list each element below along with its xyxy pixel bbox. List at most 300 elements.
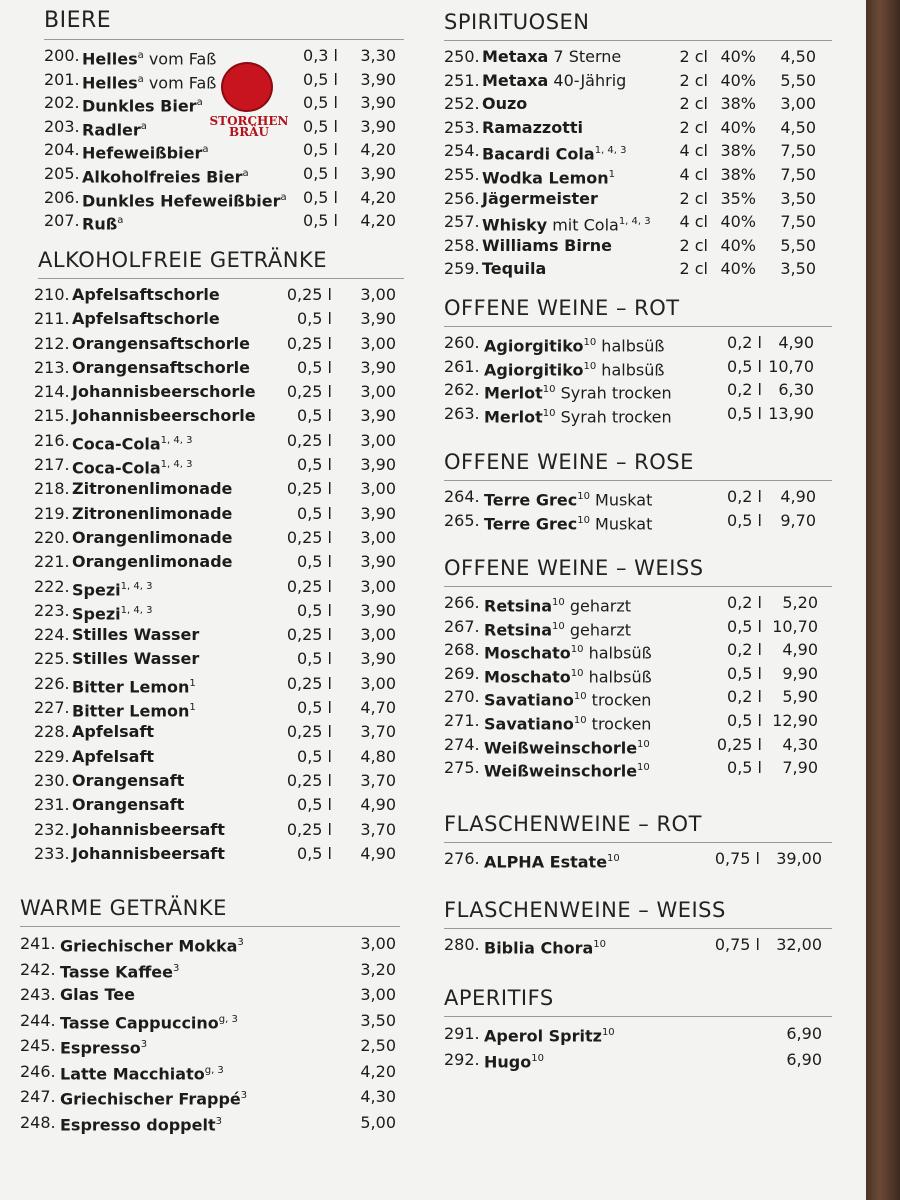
allergen-note: 10 xyxy=(573,714,587,726)
item-number: 252. xyxy=(444,94,480,114)
item-number: 253. xyxy=(444,117,480,137)
item-name-text: Wodka Lemon xyxy=(482,168,609,188)
item-list xyxy=(444,331,832,425)
item-quantity: 0,25 l xyxy=(716,734,762,754)
item-quantity: 0,5 l xyxy=(727,403,762,423)
menu-item-row xyxy=(34,453,404,478)
item-list xyxy=(444,591,832,780)
item-number: 270. xyxy=(444,687,480,707)
item-name xyxy=(72,550,233,574)
item-name-text: Johannisbeersaft xyxy=(72,843,225,863)
allergen-note: 1, 4, 3 xyxy=(160,459,193,471)
item-name-text: Apfelsaftschorle xyxy=(72,285,220,304)
item-quantity: 0,25 l xyxy=(286,770,332,790)
item-name xyxy=(482,69,626,93)
menu-item-row xyxy=(444,615,832,639)
item-price: 3,20 xyxy=(360,959,396,979)
allergen-note: 1, 4, 3 xyxy=(120,580,153,592)
item-quantity: 0,5 l xyxy=(727,710,762,730)
item-price: 9,90 xyxy=(782,663,818,683)
item-quantity: 0,75 l xyxy=(714,935,760,954)
item-number: 227. xyxy=(34,698,70,718)
item-name-text: Orangensaftschorle xyxy=(72,357,250,377)
menu-item-row xyxy=(34,502,404,526)
item-number: 275. xyxy=(444,758,480,778)
item-price: 3,50 xyxy=(780,259,816,279)
section-title: APERITIFS xyxy=(444,986,832,1017)
allergen-note: 10 xyxy=(607,853,620,864)
item-name xyxy=(484,847,620,874)
item-name xyxy=(60,1059,224,1087)
section-title: SPIRITUOSEN xyxy=(444,10,832,41)
item-name-text: Tequila xyxy=(482,259,547,279)
item-alcohol-percent: 40% xyxy=(720,47,756,66)
item-name xyxy=(72,283,220,307)
item-quantity: 0,25 l xyxy=(286,527,332,547)
item-name xyxy=(60,1033,147,1061)
item-quantity: 0,25 l xyxy=(286,382,332,402)
item-name-text: Glas Tee xyxy=(60,985,135,1004)
menu-item-row xyxy=(20,1033,400,1059)
allergen-note: 10 xyxy=(531,1052,544,1064)
item-name-text: Spezi xyxy=(72,604,121,624)
item-name-text: Merlot xyxy=(484,383,543,403)
item-price: 39,00 xyxy=(776,849,822,868)
item-name xyxy=(484,509,652,536)
item-price: 3,00 xyxy=(360,985,396,1004)
item-price: 3,00 xyxy=(360,333,396,353)
item-price: 32,00 xyxy=(776,935,822,954)
item-quantity: 0,2 l xyxy=(727,640,762,660)
menu-item-row xyxy=(444,756,832,780)
item-price: 7,50 xyxy=(780,212,816,232)
item-price: 13,90 xyxy=(768,403,814,423)
item-description: Muskat xyxy=(589,513,653,533)
section-aperitifs xyxy=(444,986,832,1072)
item-description: Syrah trocken xyxy=(555,383,672,403)
item-number: 246. xyxy=(20,1061,56,1081)
item-number: 223. xyxy=(34,600,70,620)
item-price: 3,00 xyxy=(360,479,396,499)
menu-item-row xyxy=(444,662,832,686)
item-price: 4,70 xyxy=(360,698,396,718)
item-name-text: Ouzo xyxy=(482,94,528,114)
item-name xyxy=(72,623,199,647)
section-title: OFFENE WEINE – ROSE xyxy=(444,450,832,481)
item-quantity: 2 cl xyxy=(679,235,708,255)
item-quantity: 0,5 l xyxy=(727,356,762,376)
section-title: FLASCHENWEINE – WEISS xyxy=(444,898,832,929)
item-number: 202. xyxy=(44,93,80,113)
item-price: 4,20 xyxy=(360,211,396,231)
item-quantity: 0,5 l xyxy=(297,503,332,523)
item-name xyxy=(482,257,546,281)
item-name-text: Orangenlimonade xyxy=(72,552,233,572)
item-name-text: Griechischer Frappé xyxy=(60,1089,241,1109)
item-list xyxy=(444,45,832,281)
item-number: 226. xyxy=(34,673,70,693)
item-price: 3,00 xyxy=(360,576,396,596)
item-name xyxy=(72,720,154,744)
item-number: 258. xyxy=(444,235,480,255)
menu-item-row xyxy=(34,307,404,331)
item-price: 4,90 xyxy=(360,843,396,863)
item-quantity: 0,5 l xyxy=(297,746,332,766)
item-price: 12,90 xyxy=(772,710,818,730)
item-name-text: Apfelsaftschorle xyxy=(72,309,220,329)
menu-item-row xyxy=(20,931,400,957)
item-name-text: Tasse Cappuccino xyxy=(60,1012,219,1032)
item-number: 219. xyxy=(34,503,70,523)
item-name-text: Ramazzotti xyxy=(482,117,583,137)
menu-item-row xyxy=(34,526,404,550)
item-quantity: 0,3 l xyxy=(303,46,338,65)
item-name-text: Alkoholfreies Bier xyxy=(82,167,243,187)
item-name xyxy=(72,307,220,331)
menu-item-row xyxy=(444,847,832,871)
item-description: halbsüß xyxy=(583,667,652,687)
item-name-text: Aperol Spritz xyxy=(484,1026,602,1046)
section-offene-weine-weiss xyxy=(444,556,832,780)
section-offene-weine-rot xyxy=(444,296,832,425)
menu-item-row xyxy=(20,1084,400,1110)
item-name-text: Savatiano xyxy=(484,714,574,734)
menu-item-row xyxy=(444,116,832,140)
item-number: 247. xyxy=(20,1087,56,1106)
item-quantity: 2 cl xyxy=(679,259,708,279)
item-name-text: Espresso doppelt xyxy=(60,1114,216,1134)
allergen-note: 3 xyxy=(240,1090,248,1101)
item-quantity: 0,2 l xyxy=(727,380,762,400)
item-number: 231. xyxy=(34,795,70,815)
item-quantity: 4 cl xyxy=(679,141,708,161)
allergen-note: 3 xyxy=(237,937,244,948)
item-name-text: Jägermeister xyxy=(482,188,598,208)
item-price: 5,00 xyxy=(360,1112,396,1132)
item-number: 224. xyxy=(34,625,70,645)
allergen-note: 10 xyxy=(552,597,565,608)
item-name-text: Ruß xyxy=(82,214,118,234)
item-number: 206. xyxy=(44,187,80,207)
item-number: 220. xyxy=(34,527,70,547)
item-price: 2,50 xyxy=(360,1036,396,1055)
item-description: geharzt xyxy=(564,596,632,616)
allergen-note: a xyxy=(140,120,147,132)
item-name xyxy=(72,356,250,380)
menu-item-row xyxy=(34,575,404,599)
item-name-text: Metaxa xyxy=(482,70,549,90)
allergen-note: 10 xyxy=(573,691,587,703)
item-quantity: 0,5 l xyxy=(297,698,332,718)
item-number: 250. xyxy=(444,47,480,66)
allergen-note: g, 3 xyxy=(218,1013,238,1025)
item-number: 221. xyxy=(34,552,70,572)
item-number: 207. xyxy=(44,211,80,231)
allergen-note: 1 xyxy=(189,702,196,714)
menu-item-row xyxy=(34,720,404,744)
item-price: 3,90 xyxy=(360,357,396,377)
item-name-text: Terre Grec xyxy=(484,513,578,533)
menu-item-row xyxy=(444,591,832,615)
item-description: Muskat xyxy=(589,490,653,510)
section-flaschenweine-weiss xyxy=(444,898,832,957)
item-price: 5,50 xyxy=(780,235,816,255)
item-quantity: 0,25 l xyxy=(286,430,332,450)
item-name xyxy=(482,116,583,140)
item-alcohol-percent: 38% xyxy=(720,94,756,114)
item-price: 3,00 xyxy=(360,673,396,693)
item-name-text: Griechischer Mokka xyxy=(60,936,238,956)
allergen-note: 10 xyxy=(542,407,556,419)
item-name-text: Agiorgitiko xyxy=(484,359,584,379)
item-number: 261. xyxy=(444,356,480,376)
item-description: halbsüß xyxy=(596,359,665,379)
item-quantity: 0,25 l xyxy=(286,285,332,304)
menu-item-row xyxy=(444,685,832,709)
item-price: 7,50 xyxy=(780,141,816,161)
item-name xyxy=(482,45,621,69)
item-name xyxy=(60,957,179,985)
item-price: 3,90 xyxy=(360,163,396,183)
logo-text: STORCHEN BRÄU xyxy=(209,114,289,139)
item-price: 3,90 xyxy=(360,552,396,572)
menu-item-row xyxy=(34,672,404,697)
item-name-text: Stilles Wasser xyxy=(72,625,200,645)
item-number: 276. xyxy=(444,849,480,868)
wooden-table-edge xyxy=(866,0,900,1200)
item-quantity: 0,5 l xyxy=(297,649,332,669)
item-price: 10,70 xyxy=(772,616,818,636)
item-price: 3,00 xyxy=(780,94,816,114)
item-quantity: 0,5 l xyxy=(727,616,762,636)
item-price: 4,80 xyxy=(360,746,396,766)
item-alcohol-percent: 35% xyxy=(720,188,756,208)
menu-item-row xyxy=(444,163,832,187)
item-name-text: Savatiano xyxy=(484,690,574,710)
item-price: 4,20 xyxy=(360,187,396,207)
allergen-note: a xyxy=(117,215,124,227)
stork-badge-icon xyxy=(221,62,273,112)
item-number: 230. xyxy=(34,770,70,790)
item-name-text: Bitter Lemon xyxy=(72,677,190,697)
item-price: 4,90 xyxy=(360,795,396,815)
item-price: 3,90 xyxy=(360,69,396,89)
item-number: 217. xyxy=(34,455,70,475)
item-alcohol-percent: 40% xyxy=(720,259,756,279)
item-description: 40-Jährig xyxy=(548,70,627,90)
item-alcohol-percent: 38% xyxy=(720,141,756,161)
menu-item-row xyxy=(34,404,404,428)
menu-item-row xyxy=(34,550,404,574)
item-quantity: 0,5 l xyxy=(303,140,338,160)
item-quantity: 0,5 l xyxy=(297,309,332,329)
item-number: 263. xyxy=(444,403,480,423)
item-alcohol-percent: 38% xyxy=(720,164,756,184)
item-description: 7 Sterne xyxy=(548,47,622,66)
item-price: 3,50 xyxy=(360,1010,396,1030)
item-quantity: 0,25 l xyxy=(286,722,332,742)
item-price: 3,90 xyxy=(360,309,396,329)
menu-item-row xyxy=(44,138,404,162)
item-quantity: 2 cl xyxy=(679,94,708,114)
menu-item-row xyxy=(444,139,832,163)
item-name xyxy=(72,477,232,501)
menu-item-row xyxy=(34,283,404,307)
item-name xyxy=(72,793,184,817)
item-name-text: Helles xyxy=(82,72,138,92)
item-description: vom Faß xyxy=(143,72,217,92)
allergen-note: 1, 4, 3 xyxy=(120,604,153,616)
menu-item-row xyxy=(444,257,832,281)
item-price: 5,50 xyxy=(780,70,816,90)
item-number: 232. xyxy=(34,819,70,839)
item-name-text: Johannisbeerschorle xyxy=(72,382,256,402)
item-price: 3,00 xyxy=(360,382,396,402)
item-name-text: Tasse Kaffee xyxy=(60,961,173,981)
menu-item-row xyxy=(44,186,404,210)
item-alcohol-percent: 40% xyxy=(720,235,756,255)
allergen-note: g, 3 xyxy=(204,1064,224,1076)
item-name xyxy=(72,502,232,526)
allergen-note: a xyxy=(280,191,287,203)
item-quantity: 0,5 l xyxy=(303,116,338,136)
item-quantity: 0,25 l xyxy=(286,479,332,499)
section-title: BIERE xyxy=(44,8,404,40)
item-alcohol-percent: 40% xyxy=(720,212,756,232)
allergen-note: 3 xyxy=(140,1039,148,1050)
item-quantity: 0,5 l xyxy=(297,795,332,815)
item-quantity: 0,25 l xyxy=(286,673,332,693)
item-name-text: Dunkles Hefeweißbier xyxy=(82,190,281,210)
item-name xyxy=(484,1047,544,1075)
menu-item-row xyxy=(34,332,404,356)
item-price: 4,50 xyxy=(780,117,816,137)
item-number: 292. xyxy=(444,1049,480,1069)
menu-item-row xyxy=(444,485,832,509)
item-name-text: Biblia Chora xyxy=(484,938,594,958)
item-quantity: 0,5 l xyxy=(297,600,332,620)
section-title: OFFENE WEINE – WEISS xyxy=(444,556,832,587)
item-price: 3,90 xyxy=(360,116,396,136)
allergen-note: 10 xyxy=(542,384,556,396)
item-name-text: Zitronenlimonade xyxy=(72,479,233,499)
item-name-text: Orangensaft xyxy=(72,770,185,790)
storchen-brau-logo xyxy=(205,62,289,138)
menu-item-row xyxy=(444,733,832,757)
item-price: 4,20 xyxy=(360,140,396,160)
item-name-text: Terre Grec xyxy=(484,490,578,510)
item-quantity: 2 cl xyxy=(679,117,708,137)
allergen-note: 3 xyxy=(172,962,180,974)
item-alcohol-percent: 40% xyxy=(720,117,756,137)
item-quantity: 4 cl xyxy=(679,164,708,184)
item-name xyxy=(60,982,135,1008)
item-name xyxy=(72,404,256,428)
item-number: 257. xyxy=(444,212,480,232)
allergen-note: 1, 4, 3 xyxy=(618,216,651,228)
item-price: 4,20 xyxy=(360,1061,396,1081)
item-number: 248. xyxy=(20,1112,56,1132)
menu-item-row xyxy=(20,1110,400,1136)
item-number: 218. xyxy=(34,479,70,499)
item-number: 228. xyxy=(34,722,70,742)
item-price: 5,90 xyxy=(782,687,818,707)
item-name xyxy=(484,933,606,960)
item-name-text: Espresso xyxy=(60,1038,141,1058)
item-name-text: Weißweinschorle xyxy=(484,737,638,757)
item-number: 242. xyxy=(20,959,56,979)
item-number: 205. xyxy=(44,163,80,183)
item-number: 255. xyxy=(444,164,480,184)
item-price: 3,90 xyxy=(360,455,396,475)
item-quantity: 0,75 l xyxy=(714,849,760,868)
item-description: halbsüß xyxy=(596,336,665,356)
item-number: 245. xyxy=(20,1036,56,1055)
menu-item-row xyxy=(444,1047,832,1073)
item-quantity: 0,5 l xyxy=(297,455,332,475)
item-name-text: Helles xyxy=(82,49,138,69)
item-price: 3,00 xyxy=(360,527,396,547)
item-name-text: Whisky xyxy=(482,215,548,235)
item-name xyxy=(482,92,527,116)
allergen-note: 3 xyxy=(215,1115,222,1127)
item-number: 260. xyxy=(444,333,480,352)
item-number: 291. xyxy=(444,1024,480,1043)
section-spirituosen xyxy=(444,10,832,281)
item-name xyxy=(72,842,225,866)
item-quantity: 0,5 l xyxy=(303,163,338,183)
menu-item-row xyxy=(34,356,404,380)
item-name-text: ALPHA Estate xyxy=(484,852,608,872)
allergen-note: a xyxy=(137,50,144,61)
menu-item-row xyxy=(34,477,404,501)
item-name-text: Zitronenlimonade xyxy=(72,503,233,523)
item-list xyxy=(444,1021,832,1072)
item-list xyxy=(34,283,404,866)
item-number: 213. xyxy=(34,357,70,377)
item-price: 10,70 xyxy=(768,356,814,376)
item-name xyxy=(72,332,250,356)
item-price: 7,50 xyxy=(780,164,816,184)
item-price: 3,00 xyxy=(360,285,396,304)
item-price: 4,50 xyxy=(780,47,816,66)
item-name-text: Latte Macchiato xyxy=(60,1063,205,1083)
menu-item-row xyxy=(444,45,832,69)
allergen-note: 10 xyxy=(637,762,650,774)
item-quantity: 0,5 l xyxy=(303,69,338,89)
item-quantity: 0,25 l xyxy=(286,333,332,353)
item-name-text: Apfelsaft xyxy=(72,722,155,742)
item-name-text: Moschato xyxy=(484,643,571,663)
allergen-note: 10 xyxy=(552,620,565,632)
item-price: 4,90 xyxy=(778,333,814,352)
section-offene-weine-rose xyxy=(444,450,832,532)
item-quantity: 2 cl xyxy=(679,70,708,90)
item-price: 3,90 xyxy=(360,600,396,620)
item-name-text: Moschato xyxy=(484,667,571,687)
item-description: trocken xyxy=(586,690,652,710)
section-alkoholfreie-getraenke xyxy=(34,248,404,866)
item-price: 4,90 xyxy=(780,487,816,506)
allergen-note: 1, 4, 3 xyxy=(594,145,627,157)
item-quantity: 0,2 l xyxy=(727,487,762,506)
item-name-text: Merlot xyxy=(484,407,543,427)
item-price: 3,70 xyxy=(360,819,396,839)
menu-item-row xyxy=(20,1059,400,1085)
menu-item-row xyxy=(20,957,400,983)
item-name xyxy=(60,931,244,959)
menu-item-row xyxy=(34,745,404,769)
